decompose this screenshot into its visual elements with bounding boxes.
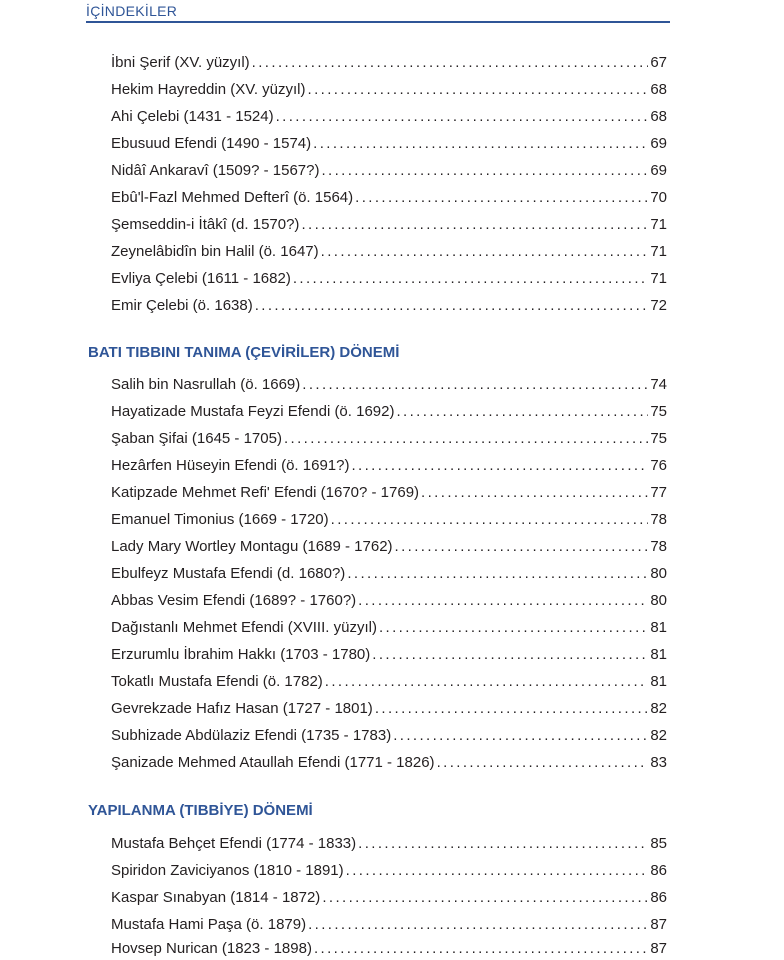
toc-entry-label: Hovsep Nurican (1823 - 1898)	[111, 940, 312, 957]
toc-entry[interactable]	[111, 430, 667, 450]
dot-leader	[437, 754, 649, 771]
toc-entry-page: 69	[650, 135, 667, 152]
toc-entry-label: Şaban Şifai (1645 - 1705)	[111, 430, 282, 447]
toc-entry[interactable]	[111, 862, 667, 882]
toc-entry[interactable]	[111, 646, 667, 666]
dot-leader	[372, 646, 648, 663]
toc-entry-page: 85	[650, 835, 667, 852]
dot-leader	[284, 430, 648, 447]
toc-entry-page: 74	[650, 376, 667, 393]
toc-entry[interactable]	[111, 754, 667, 774]
section-title: BATI TIBBINI TANIMA (ÇEVİRİLER) DÖNEMİ	[88, 344, 400, 361]
dot-leader	[347, 565, 648, 582]
toc-entry-page: 83	[650, 754, 667, 771]
toc-entry-label: Emir Çelebi (ö. 1638)	[111, 297, 253, 314]
toc-entry[interactable]	[111, 619, 667, 639]
dot-leader	[358, 592, 648, 609]
toc-entry[interactable]	[111, 403, 667, 423]
toc-entry[interactable]	[111, 270, 667, 290]
dot-leader	[395, 538, 649, 555]
toc-entry-page: 77	[650, 484, 667, 501]
toc-entry[interactable]	[111, 484, 667, 504]
toc-entry-page: 69	[650, 162, 667, 179]
dot-leader	[393, 727, 648, 744]
toc-entry[interactable]	[111, 81, 667, 101]
dot-leader	[308, 916, 648, 933]
toc-entry-label: Şanizade Mehmed Ataullah Efendi (1771 - 1826)	[111, 754, 435, 771]
dot-leader	[302, 376, 648, 393]
toc-entry-page: 80	[650, 592, 667, 609]
toc-entry-page: 78	[650, 538, 667, 555]
dot-leader	[313, 135, 648, 152]
dot-leader	[255, 297, 649, 314]
dot-leader	[325, 673, 649, 690]
toc-entry[interactable]	[111, 511, 667, 531]
toc-entry-label: Hayatizade Mustafa Feyzi Efendi (ö. 1692)	[111, 403, 395, 420]
toc-entry-label: Nidâî Ankaravî (1509? - 1567?)	[111, 162, 320, 179]
toc-entry[interactable]	[111, 189, 667, 209]
dot-leader	[252, 54, 649, 71]
toc-entry-page: 68	[650, 81, 667, 98]
toc-entry-label: Şemseddin-i İtâkî (d. 1570?)	[111, 216, 300, 233]
dot-leader	[421, 484, 648, 501]
toc-entry-page: 86	[650, 862, 667, 879]
dot-leader	[308, 81, 649, 98]
toc-entry-page: 71	[650, 216, 667, 233]
toc-entry-label: Ahi Çelebi (1431 - 1524)	[111, 108, 274, 125]
dot-leader	[358, 835, 648, 852]
toc-entry[interactable]	[111, 727, 667, 747]
dot-leader	[379, 619, 648, 636]
dot-leader	[375, 700, 649, 717]
toc-entry-page: 80	[650, 565, 667, 582]
toc-entry[interactable]	[111, 54, 667, 74]
toc-entry-label: Hezârfen Hüseyin Efendi (ö. 1691?)	[111, 457, 350, 474]
dot-leader	[346, 862, 649, 879]
header-title: İÇİNDEKİLER	[86, 3, 178, 19]
toc-entry-label: İbni Şerif (XV. yüzyıl)	[111, 54, 250, 71]
toc-entry-page: 82	[650, 727, 667, 744]
toc-entry[interactable]	[111, 162, 667, 182]
toc-entry-label: Hekim Hayreddin (XV. yüzyıl)	[111, 81, 306, 98]
toc-entry-page: 81	[650, 619, 667, 636]
section-title: YAPILANMA (TIBBİYE) DÖNEMİ	[88, 802, 313, 819]
toc-entry[interactable]	[111, 297, 667, 317]
toc-entry[interactable]	[111, 135, 667, 155]
toc-entry-label: Salih bin Nasrullah (ö. 1669)	[111, 376, 301, 393]
dot-leader	[293, 270, 648, 287]
toc-entry[interactable]	[111, 243, 667, 263]
toc-entry[interactable]	[111, 916, 667, 936]
dot-leader	[396, 403, 648, 420]
toc-entry-page: 75	[650, 403, 667, 420]
toc-entry[interactable]	[111, 216, 667, 236]
toc-entry-page: 67	[650, 54, 667, 71]
toc-entry-label: Ebulfeyz Mustafa Efendi (d. 1680?)	[111, 565, 346, 582]
dot-leader	[322, 889, 648, 906]
toc-entry[interactable]	[111, 457, 667, 477]
toc-entry-label: Kaspar Sınabyan (1814 - 1872)	[111, 889, 321, 906]
toc-entry-page: 87	[650, 916, 667, 933]
toc-entry[interactable]	[111, 538, 667, 558]
toc-entry-page: 82	[650, 700, 667, 717]
toc-entry-page: 81	[650, 673, 667, 690]
dot-leader	[321, 162, 648, 179]
toc-entry-page: 70	[650, 189, 667, 206]
toc-entry-label: Erzurumlu İbrahim Hakkı (1703 - 1780)	[111, 646, 371, 663]
toc-entry-label: Abbas Vesim Efendi (1689? - 1760?)	[111, 592, 357, 609]
toc-entry-page: 86	[650, 889, 667, 906]
toc-entry-page: 72	[650, 297, 667, 314]
toc-entry-page: 68	[650, 108, 667, 125]
toc-entry-page: 71	[650, 243, 667, 260]
dot-leader	[321, 243, 649, 260]
toc-entry[interactable]	[111, 565, 667, 585]
toc-entry-label: Subhizade Abdülaziz Efendi (1735 - 1783)	[111, 727, 392, 744]
toc-entry[interactable]	[111, 940, 667, 960]
toc-entry-page: 87	[650, 940, 667, 957]
toc-entry-label: Ebusuud Efendi (1490 - 1574)	[111, 135, 312, 152]
dot-leader	[331, 511, 649, 528]
dot-leader	[276, 108, 649, 125]
toc-entry-label: Gevrekzade Hafız Hasan (1727 - 1801)	[111, 700, 373, 717]
toc-entry-label: Tokatlı Mustafa Efendi (ö. 1782)	[111, 673, 323, 690]
toc-entry-label: Lady Mary Wortley Montagu (1689 - 1762)	[111, 538, 393, 555]
toc-entry[interactable]	[111, 889, 667, 909]
dot-leader	[314, 940, 648, 957]
toc-entry-label: Evliya Çelebi (1611 - 1682)	[111, 270, 291, 287]
toc-entry-label: Zeynelâbidîn bin Halil (ö. 1647)	[111, 243, 319, 260]
toc-entry-page: 81	[650, 646, 667, 663]
toc-entry[interactable]	[111, 700, 667, 720]
toc-entry-label: Spiridon Zaviciyanos (1810 - 1891)	[111, 862, 344, 879]
toc-entry-page: 76	[650, 457, 667, 474]
toc-entry-label: Dağıstanlı Mehmet Efendi (XVIII. yüzyıl)	[111, 619, 377, 636]
dot-leader	[351, 457, 648, 474]
toc-entry-label: Ebû'l-Fazl Mehmed Defterî (ö. 1564)	[111, 189, 354, 206]
toc-entry[interactable]	[111, 376, 667, 396]
toc-entry-label: Katipzade Mehmet Refi' Efendi (1670? - 1769)	[111, 484, 420, 501]
toc-entry[interactable]	[111, 108, 667, 128]
dot-leader	[355, 189, 648, 206]
toc-entry[interactable]	[111, 835, 667, 855]
toc-entry-page: 75	[650, 430, 667, 447]
toc-entry-label: Mustafa Behçet Efendi (1774 - 1833)	[111, 835, 357, 852]
toc-entry-page: 71	[650, 270, 667, 287]
toc-entry-label: Mustafa Hami Paşa (ö. 1879)	[111, 916, 307, 933]
toc-entry[interactable]	[111, 673, 667, 693]
running-header	[86, 3, 670, 23]
toc-entry-page: 78	[650, 511, 667, 528]
dot-leader	[301, 216, 648, 233]
toc-entry-label: Emanuel Timonius (1669 - 1720)	[111, 511, 329, 528]
toc-entry[interactable]	[111, 592, 667, 612]
